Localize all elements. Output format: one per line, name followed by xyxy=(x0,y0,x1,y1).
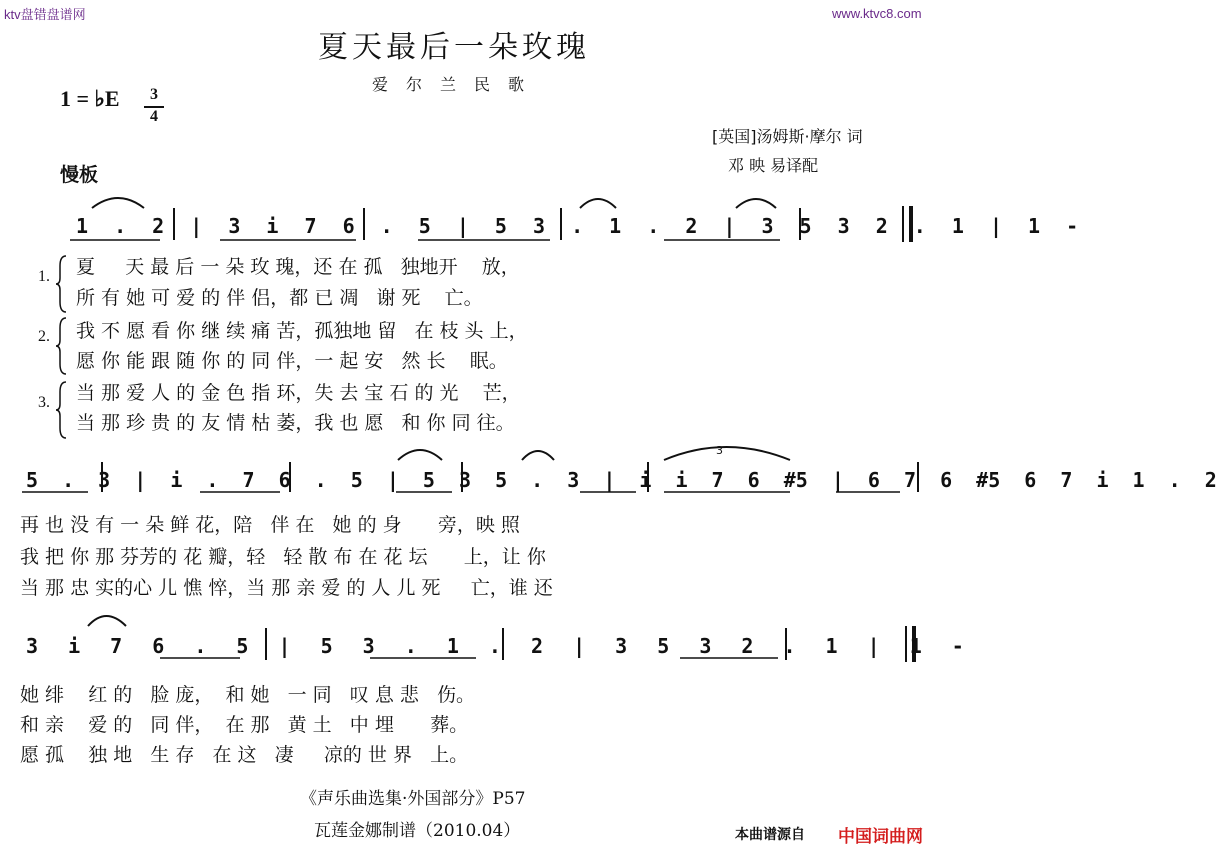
slur xyxy=(398,450,442,460)
watermark-left: ktv盘错盘谱网 xyxy=(4,7,86,22)
time-signature-top: 3 xyxy=(150,86,158,103)
time-signature-bottom: 4 xyxy=(144,106,164,126)
lyric-verse1-b: 所 有 她 可 爱 的 伴 侣，都 已 凋 谢 死 亡。 xyxy=(76,287,483,309)
lyric-line2-verse2: 我 把 你 那 芬芳的 花 瓣，轻 轻 散 布 在 花 坛 上，让 你 xyxy=(20,546,546,568)
slur xyxy=(522,451,554,460)
lyric-verse3-b: 当 那 珍 贵 的 友 情 枯 萎，我 也 愿 和 你 同 往。 xyxy=(76,412,515,434)
lyric-line2-verse1: 再 也 没 有 一 朵 鲜 花，陪 伴 在 她 的 身 旁，映 照 xyxy=(20,514,520,536)
engraver-credit: 瓦莲金娜制谱（2010.04） xyxy=(314,821,521,841)
verse-number-1: 1. xyxy=(38,268,50,285)
lyric-verse3-a: 当 那 爱 人 的 金 色 指 环，失 去 宝 石 的 光 芒， xyxy=(76,382,521,404)
credit-lyricist: [英国]汤姆斯·摩尔 词 xyxy=(712,127,863,146)
lyric-line3-verse3: 愿 孤 独 地 生 存 在 这 凄 凉的 世 界 上。 xyxy=(20,744,469,766)
source-stamp-brand: 中国词曲网 xyxy=(838,827,923,847)
system-3-notes: 3 i 7 6 . 5 | 5 3 . 1 . 2 | 3 5 3 2 . 1 | 1 - xyxy=(26,634,964,658)
source-citation: 《声乐曲选集·外国部分》P57 xyxy=(300,789,526,809)
lyric-verse2-b: 愿 你 能 跟 随 你 的 同 伴，一 起 安 然 长 眠。 xyxy=(76,350,508,372)
song-subtitle: 爱尔兰民歌 xyxy=(372,75,543,94)
system-1-notes: 1 . 2 | 3 i 7 6 . 5 | 5 3 . 1 . 2 | 3 5 3 2 . 1 | 1 - xyxy=(76,214,1079,238)
system-2-notes: 5 . 3 | i . 7 6 . 5 | 5 3 5 . 3 | i i 7 6 #5 | 6 7 6 #5 6 7 i 1 . 2 xyxy=(26,468,1217,492)
lyric-line3-verse1: 她 绯 红 的 脸 庞， 和 她 一 同 叹 息 悲 伤。 xyxy=(20,684,475,706)
lyric-verse1-a: 夏 天 最 后 一 朵 玫 瑰，还 在 孤 独地开 放， xyxy=(76,256,520,278)
credit-translator: 邓 映 易译配 xyxy=(728,156,819,175)
slur xyxy=(580,199,616,208)
watermark-right: www.ktvc8.com xyxy=(832,6,922,21)
verse-number-3: 3. xyxy=(38,394,50,411)
slur xyxy=(92,198,144,208)
slur xyxy=(664,447,790,460)
verse-number-2: 2. xyxy=(38,328,50,345)
lyric-verse2-a: 我 不 愿 看 你 继 续 痛 苦，孤独地 留 在 枝 头 上， xyxy=(76,320,528,342)
slur xyxy=(88,616,126,626)
key-signature: 1 = ♭E xyxy=(60,86,120,111)
triplet-mark: 3 xyxy=(716,444,723,457)
slur xyxy=(736,199,776,208)
tempo-marking: 慢板 xyxy=(60,164,99,186)
song-title: 夏天最后一朵玫瑰 xyxy=(318,30,590,65)
source-stamp-text: 本曲谱源自 xyxy=(735,827,805,843)
lyric-line3-verse2: 和 亲 爱 的 同 伴， 在 那 黄 土 中 埋 葬。 xyxy=(20,714,469,736)
lyric-line2-verse3: 当 那 忠 实的心 儿 憔 悴，当 那 亲 爱 的 人 儿 死 亡，谁 还 xyxy=(20,577,553,599)
